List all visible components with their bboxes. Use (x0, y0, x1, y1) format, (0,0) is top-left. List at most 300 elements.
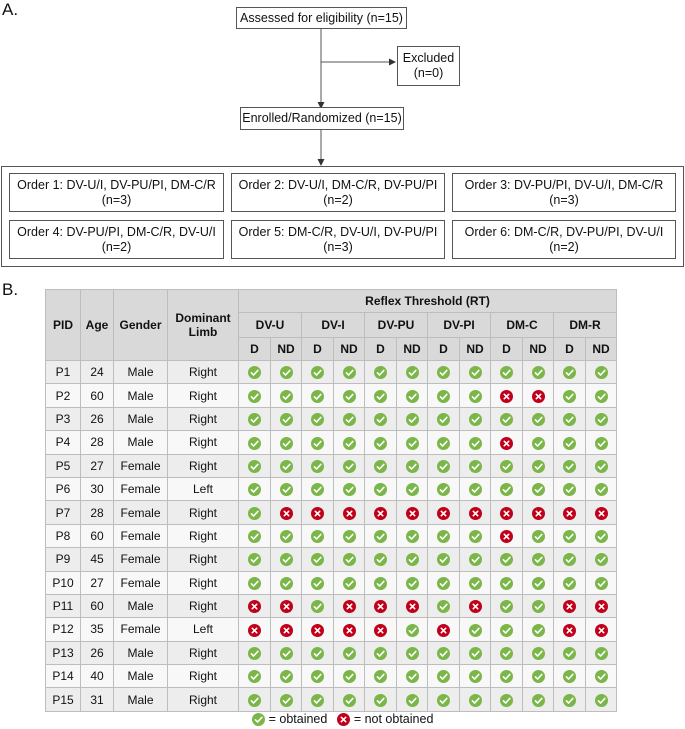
check-circle-icon (248, 366, 261, 379)
cell-age: 40 (81, 665, 114, 688)
header-pid: PID (46, 290, 81, 361)
check-circle-icon (437, 600, 450, 613)
cell-rt-status (491, 431, 523, 454)
cell-rt-status (491, 665, 523, 688)
cell-rt-status (523, 665, 554, 688)
check-circle-icon (437, 390, 450, 403)
cell-rt-status (523, 384, 554, 407)
cell-rt-status (302, 431, 334, 454)
cell-age: 27 (81, 454, 114, 477)
enrolled-text: Enrolled/Randomized (n=15) (242, 111, 402, 125)
cell-gender: Female (114, 501, 168, 524)
table-row (46, 571, 617, 594)
cell-rt-status (365, 571, 397, 594)
cell-age: 31 (81, 688, 114, 711)
check-circle-icon (406, 413, 419, 426)
cell-rt-status (397, 665, 428, 688)
cell-limb: Left (168, 618, 239, 641)
check-circle-icon (248, 507, 261, 520)
cell-gender: Female (114, 618, 168, 641)
cell-rt-status (302, 571, 334, 594)
cell-rt-status (365, 665, 397, 688)
cell-age: 60 (81, 524, 114, 547)
check-circle-icon (406, 577, 419, 590)
order-4-n: (n=2) (101, 239, 132, 254)
check-circle-icon (500, 483, 513, 496)
cell-rt-status (460, 361, 491, 384)
check-circle-icon (343, 390, 356, 403)
cell-limb: Right (168, 594, 239, 617)
x-circle-icon (374, 624, 387, 637)
cell-rt-status (271, 361, 302, 384)
check-circle-icon (374, 694, 387, 707)
arrowhead-orders (318, 159, 325, 166)
cell-rt-status (334, 454, 365, 477)
cell-rt-status (397, 407, 428, 430)
check-circle-icon (406, 694, 419, 707)
check-circle-icon (437, 460, 450, 473)
check-circle-icon (406, 460, 419, 473)
x-circle-icon (500, 530, 513, 543)
x-circle-icon (280, 507, 293, 520)
legend-not-obtained-label: = not obtained (353, 712, 434, 726)
cell-pid: P3 (46, 407, 81, 430)
cell-rt-status (428, 407, 460, 430)
x-circle-icon (337, 713, 350, 726)
order-4-text: Order 4: DV-PU/PI, DM-C/R, DV-U/I (17, 224, 216, 239)
cell-rt-status (523, 524, 554, 547)
header-side-nd: ND (460, 338, 491, 361)
cell-age: 28 (81, 501, 114, 524)
check-circle-icon (469, 670, 482, 683)
cell-rt-status (334, 641, 365, 664)
table-row (46, 407, 617, 430)
cell-limb: Right (168, 548, 239, 571)
cell-pid: P9 (46, 548, 81, 571)
cell-rt-status (586, 501, 617, 524)
cell-rt-status (271, 524, 302, 547)
check-circle-icon (595, 553, 608, 566)
cell-rt-status (302, 688, 334, 711)
check-circle-icon (374, 530, 387, 543)
cell-rt-status (428, 641, 460, 664)
cell-rt-status (586, 384, 617, 407)
cell-rt-status (334, 548, 365, 571)
x-circle-icon (406, 600, 419, 613)
cell-limb: Right (168, 641, 239, 664)
cell-rt-status (239, 665, 271, 688)
check-circle-icon (563, 577, 576, 590)
table-row (46, 618, 617, 641)
check-circle-icon (563, 694, 576, 707)
header-side-nd: ND (397, 338, 428, 361)
cell-rt-status (334, 618, 365, 641)
header-age: Age (81, 290, 114, 361)
header-group-dv-u: DV-U (239, 313, 302, 338)
check-circle-icon (311, 437, 324, 450)
cell-rt-status (239, 524, 271, 547)
cell-rt-status (239, 477, 271, 500)
check-circle-icon (469, 390, 482, 403)
order-3-text: Order 3: DV-PU/PI, DV-U/I, DM-C/R (464, 177, 664, 192)
header-row-1 (46, 290, 617, 313)
cell-age: 28 (81, 431, 114, 454)
cell-rt-status (523, 361, 554, 384)
check-circle-icon (469, 413, 482, 426)
cell-rt-status (397, 361, 428, 384)
cell-rt-status (397, 501, 428, 524)
cell-rt-status (271, 454, 302, 477)
cell-rt-status (554, 571, 586, 594)
check-circle-icon (532, 483, 545, 496)
check-circle-icon (311, 694, 324, 707)
cell-rt-status (365, 477, 397, 500)
check-circle-icon (280, 647, 293, 660)
check-circle-icon (469, 437, 482, 450)
cell-rt-status (397, 618, 428, 641)
cell-rt-status (554, 548, 586, 571)
x-circle-icon (532, 507, 545, 520)
check-circle-icon (374, 553, 387, 566)
check-circle-icon (469, 577, 482, 590)
check-circle-icon (532, 670, 545, 683)
cell-rt-status (302, 384, 334, 407)
cell-rt-status (491, 688, 523, 711)
x-circle-icon (280, 624, 293, 637)
cell-rt-status (239, 501, 271, 524)
x-circle-icon (500, 437, 513, 450)
table-row (46, 641, 617, 664)
cell-rt-status (365, 688, 397, 711)
table-row (46, 454, 617, 477)
x-circle-icon (563, 507, 576, 520)
cell-rt-status (397, 477, 428, 500)
cell-rt-status (428, 477, 460, 500)
cell-rt-status (586, 524, 617, 547)
check-circle-icon (280, 390, 293, 403)
order-box-2 (231, 173, 445, 212)
header-group-dm-r: DM-R (554, 313, 617, 338)
check-circle-icon (563, 413, 576, 426)
cell-rt-status (460, 594, 491, 617)
cell-rt-status (365, 524, 397, 547)
cell-rt-status (428, 571, 460, 594)
check-circle-icon (374, 577, 387, 590)
check-circle-icon (469, 460, 482, 473)
check-circle-icon (406, 647, 419, 660)
check-circle-icon (563, 390, 576, 403)
header-gender: Gender (114, 290, 168, 361)
table-row (46, 665, 617, 688)
header-side-d: D (554, 338, 586, 361)
cell-rt-status (271, 384, 302, 407)
header-side-nd: ND (334, 338, 365, 361)
cell-rt-status (397, 524, 428, 547)
cell-rt-status (460, 571, 491, 594)
cell-rt-status (523, 501, 554, 524)
cell-rt-status (554, 665, 586, 688)
cell-rt-status (239, 384, 271, 407)
header-group-dv-i: DV-I (302, 313, 365, 338)
header-limb-line2: Limb (188, 325, 218, 339)
check-circle-icon (500, 647, 513, 660)
header-side-d: D (365, 338, 397, 361)
cell-rt-status (239, 594, 271, 617)
order-box-4 (9, 220, 224, 259)
cell-rt-status (271, 477, 302, 500)
check-circle-icon (500, 460, 513, 473)
cell-rt-status (586, 407, 617, 430)
check-circle-icon (248, 694, 261, 707)
cell-rt-status (586, 665, 617, 688)
cell-rt-status (271, 665, 302, 688)
cell-rt-status (523, 618, 554, 641)
cell-rt-status (554, 501, 586, 524)
arrowhead-excluded (389, 59, 396, 66)
check-circle-icon (437, 366, 450, 379)
cell-pid: P8 (46, 524, 81, 547)
cell-limb: Right (168, 454, 239, 477)
check-circle-icon (532, 366, 545, 379)
table-row (46, 594, 617, 617)
cell-rt-status (365, 641, 397, 664)
x-circle-icon (437, 507, 450, 520)
order-6-text: Order 6: DM-C/R, DV-PU/PI, DV-U/I (464, 224, 664, 239)
cell-gender: Male (114, 407, 168, 430)
legend-obtained (252, 712, 328, 726)
cell-rt-status (586, 571, 617, 594)
check-circle-icon (248, 483, 261, 496)
check-circle-icon (406, 483, 419, 496)
cell-rt-status (365, 361, 397, 384)
cell-rt-status (586, 361, 617, 384)
cell-rt-status (554, 688, 586, 711)
cell-rt-status (586, 641, 617, 664)
check-circle-icon (406, 390, 419, 403)
check-circle-icon (500, 577, 513, 590)
check-circle-icon (406, 553, 419, 566)
check-circle-icon (280, 437, 293, 450)
check-circle-icon (595, 460, 608, 473)
check-circle-icon (311, 600, 324, 613)
order-1-text: Order 1: DV-U/I, DV-PU/PI, DM-C/R (17, 177, 216, 192)
cell-rt-status (239, 571, 271, 594)
header-group-dm-c: DM-C (491, 313, 554, 338)
check-circle-icon (563, 437, 576, 450)
header-side-d: D (428, 338, 460, 361)
check-circle-icon (469, 366, 482, 379)
cell-gender: Male (114, 688, 168, 711)
x-circle-icon (311, 624, 324, 637)
check-circle-icon (595, 694, 608, 707)
check-circle-icon (248, 670, 261, 683)
x-circle-icon (532, 390, 545, 403)
cell-rt-status (554, 477, 586, 500)
cell-age: 26 (81, 641, 114, 664)
cell-rt-status (334, 384, 365, 407)
cell-rt-status (428, 524, 460, 547)
cell-gender: Male (114, 594, 168, 617)
cell-rt-status (586, 477, 617, 500)
check-circle-icon (595, 437, 608, 450)
check-circle-icon (280, 577, 293, 590)
cell-rt-status (365, 618, 397, 641)
cell-rt-status (491, 594, 523, 617)
check-circle-icon (437, 694, 450, 707)
x-circle-icon (469, 600, 482, 613)
order-box-6 (452, 220, 676, 259)
cell-limb: Right (168, 688, 239, 711)
cell-age: 60 (81, 384, 114, 407)
cell-rt-status (334, 407, 365, 430)
check-circle-icon (532, 460, 545, 473)
cell-rt-status (491, 477, 523, 500)
x-circle-icon (563, 600, 576, 613)
check-circle-icon (532, 694, 545, 707)
x-circle-icon (248, 624, 261, 637)
check-circle-icon (469, 647, 482, 660)
check-circle-icon (595, 390, 608, 403)
check-circle-icon (500, 553, 513, 566)
cell-gender: Female (114, 571, 168, 594)
cell-rt-status (397, 431, 428, 454)
order-2-text: Order 2: DV-U/I, DM-C/R, DV-PU/PI (238, 177, 438, 192)
cell-rt-status (460, 501, 491, 524)
legend-obtained-label: = obtained (268, 712, 328, 726)
excluded-box (397, 46, 460, 86)
check-circle-icon (500, 600, 513, 613)
cell-rt-status (491, 641, 523, 664)
check-circle-icon (343, 577, 356, 590)
cell-rt-status (523, 594, 554, 617)
cell-pid: P15 (46, 688, 81, 711)
header-group-dv-pu: DV-PU (365, 313, 428, 338)
check-circle-icon (532, 624, 545, 637)
cell-pid: P10 (46, 571, 81, 594)
assessed-box (236, 7, 407, 29)
order-box-5 (231, 220, 445, 259)
check-circle-icon (280, 366, 293, 379)
cell-rt-status (334, 431, 365, 454)
cell-rt-status (523, 641, 554, 664)
check-circle-icon (311, 647, 324, 660)
x-circle-icon (500, 507, 513, 520)
cell-rt-status (428, 431, 460, 454)
check-circle-icon (343, 460, 356, 473)
cell-rt-status (460, 524, 491, 547)
cell-rt-status (491, 571, 523, 594)
excluded-text-line1: Excluded (402, 51, 455, 65)
cell-age: 24 (81, 361, 114, 384)
cell-rt-status (271, 431, 302, 454)
cell-rt-status (460, 548, 491, 571)
check-circle-icon (311, 413, 324, 426)
cell-rt-status (271, 641, 302, 664)
cell-rt-status (302, 407, 334, 430)
check-circle-icon (595, 577, 608, 590)
cell-rt-status (491, 361, 523, 384)
check-circle-icon (595, 413, 608, 426)
check-circle-icon (374, 437, 387, 450)
check-circle-icon (248, 460, 261, 473)
check-circle-icon (343, 530, 356, 543)
cell-rt-status (334, 501, 365, 524)
cell-rt-status (428, 384, 460, 407)
cell-rt-status (397, 548, 428, 571)
check-circle-icon (252, 713, 265, 726)
cell-rt-status (586, 594, 617, 617)
cell-rt-status (302, 477, 334, 500)
cell-rt-status (271, 407, 302, 430)
x-circle-icon (248, 600, 261, 613)
check-circle-icon (532, 553, 545, 566)
check-circle-icon (280, 694, 293, 707)
cell-rt-status (491, 407, 523, 430)
order-box-3 (452, 173, 676, 212)
enrolled-box (240, 107, 404, 130)
order-2-n: (n=2) (323, 192, 353, 207)
check-circle-icon (374, 460, 387, 473)
cell-rt-status (334, 665, 365, 688)
table-row (46, 688, 617, 711)
header-side-d: D (491, 338, 523, 361)
cell-pid: P12 (46, 618, 81, 641)
table-row (46, 501, 617, 524)
check-circle-icon (406, 530, 419, 543)
check-circle-icon (500, 624, 513, 637)
cell-rt-status (523, 571, 554, 594)
x-circle-icon (406, 507, 419, 520)
check-circle-icon (280, 460, 293, 473)
check-circle-icon (248, 437, 261, 450)
check-circle-icon (406, 366, 419, 379)
check-circle-icon (311, 530, 324, 543)
assessed-text: Assessed for eligibility (n=15) (240, 10, 403, 25)
cell-rt-status (302, 501, 334, 524)
x-circle-icon (343, 624, 356, 637)
check-circle-icon (311, 553, 324, 566)
cell-rt-status (491, 618, 523, 641)
cell-rt-status (586, 618, 617, 641)
check-circle-icon (437, 437, 450, 450)
cell-age: 30 (81, 477, 114, 500)
check-circle-icon (343, 647, 356, 660)
cell-rt-status (554, 454, 586, 477)
check-circle-icon (563, 670, 576, 683)
check-circle-icon (374, 483, 387, 496)
section-b-label: B. (2, 280, 19, 299)
check-circle-icon (406, 624, 419, 637)
cell-pid: P6 (46, 477, 81, 500)
cell-limb: Right (168, 571, 239, 594)
cell-rt-status (428, 361, 460, 384)
check-circle-icon (595, 647, 608, 660)
check-circle-icon (280, 670, 293, 683)
table-row (46, 548, 617, 571)
cell-age: 35 (81, 618, 114, 641)
x-circle-icon (437, 624, 450, 637)
check-circle-icon (248, 647, 261, 660)
check-circle-icon (343, 553, 356, 566)
cell-rt-status (491, 501, 523, 524)
check-circle-icon (343, 670, 356, 683)
check-circle-icon (374, 670, 387, 683)
cell-gender: Male (114, 361, 168, 384)
cell-limb: Left (168, 477, 239, 500)
header-limb-line1: Dominant (175, 311, 231, 325)
cell-rt-status (365, 384, 397, 407)
cell-rt-status (239, 431, 271, 454)
